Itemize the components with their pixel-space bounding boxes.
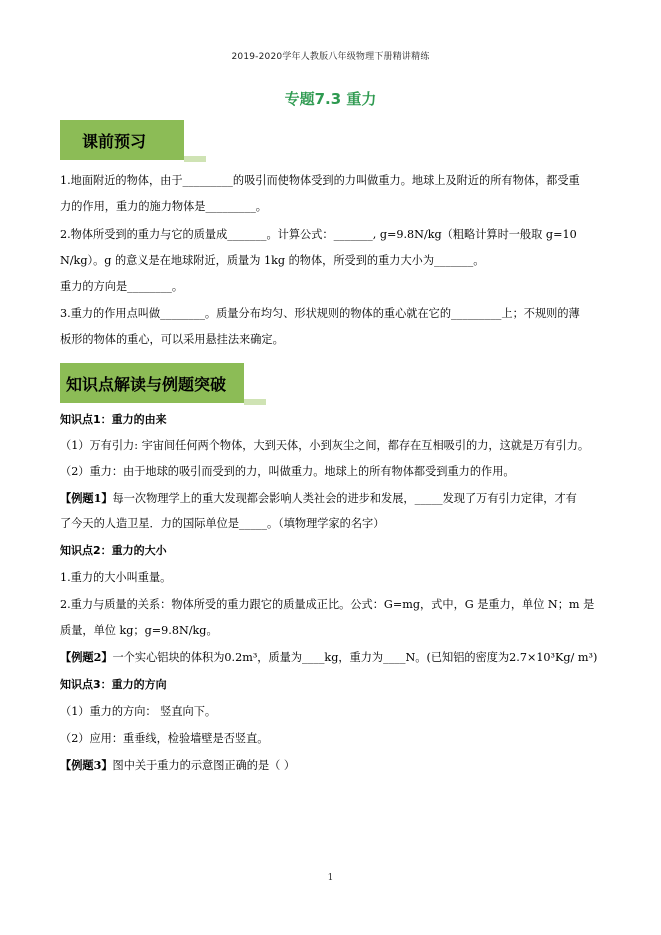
knowledge-line: 2.重力与质量的关系：物体所受的重力跟它的质量成正比。公式：G=mg，式中，G 是重力，单位 N；m 是 — [60, 598, 595, 611]
example-line — [60, 490, 620, 507]
preview-line: 重力的方向是________。 — [60, 280, 184, 293]
knowledge-line: （1）万有引力: 宇宙间任何两个物体，大到天体，小到灰尘之间，都存在互相吸引的力，这就是万有引力。 — [60, 439, 590, 452]
example-line — [60, 757, 620, 774]
example-label: 【例题2】 — [60, 650, 113, 664]
knowledge-line: 质量，单位 kg；g=9.8N/kg。 — [60, 624, 218, 637]
preview-line: 力的作用，重力的施力物体是_________。 — [60, 200, 267, 213]
document-title: 专题7.3 重力 — [284, 90, 377, 108]
example-text: 每一次物理学上的重大发现都会影响人类社会的进步和发展，_____发现了万有引力定律，才有 — [112, 492, 577, 505]
knowledge-line: （1）重力的方向： 竖直向下。 — [60, 705, 217, 718]
preview-line: 3.重力的作用点叫做________。质量分布均匀、形状规则的物体的重心就在它的_________上；不规则的薄 — [60, 307, 580, 320]
knowledge-point-heading: 知识点2：重力的大小 — [60, 544, 167, 557]
banner-shadow — [184, 156, 206, 162]
page-number: 1 — [327, 873, 334, 883]
knowledge-line: （2）重力：由于地球的吸引而受到的力，叫做重力。地球上的所有物体都受到重力的作用。 — [60, 465, 515, 478]
knowledge-line: 1.重力的大小叫重量。 — [60, 571, 172, 584]
banner-shadow — [244, 399, 266, 405]
example-text: 图中关于重力的示意图正确的是（ ） — [112, 759, 296, 772]
example-line: 了今天的人造卫星．力的国际单位是_____。（填物理学家的名字） — [60, 517, 385, 530]
running-header: 2019-2020学年人教版八年级物理下册精讲精练 — [231, 52, 430, 62]
example-label: 【例题3】 — [60, 758, 113, 772]
example-line — [60, 649, 620, 666]
knowledge-line: （2）应用：重垂线，检验墙壁是否竖直。 — [60, 732, 269, 745]
preview-line: 1.地面附近的物体，由于_________的吸引而使物体受到的力叫做重力。地球上及附近的所有物体，都受重 — [60, 174, 580, 187]
example-label: 【例题1】 — [60, 491, 113, 505]
preview-line: 2.物体所受到的重力与它的质量成_______。计算公式：_______, g=9.8N/kg（粗略计算时一般取 g=10 — [60, 228, 577, 241]
preview-line: 板形的物体的重心，可以采用悬挂法来确定。 — [60, 333, 284, 346]
knowledge-point-heading: 知识点3：重力的方向 — [60, 678, 167, 691]
section-banner-preview: 课前预习 — [60, 120, 184, 160]
preview-line: N/kg）。g 的意义是在地球附近，质量为 1kg 的物体，所受到的重力大小为_______。 — [60, 254, 485, 267]
knowledge-point-heading: 知识点1：重力的由来 — [60, 413, 167, 426]
section-banner-knowledge: 知识点解读与例题突破 — [60, 363, 244, 403]
example-text: 一个实心铝块的体积为0.2m³，质量为____kg，重力为____N。(已知铝的密度为2.7×10³Kg/ m³) — [112, 651, 598, 664]
